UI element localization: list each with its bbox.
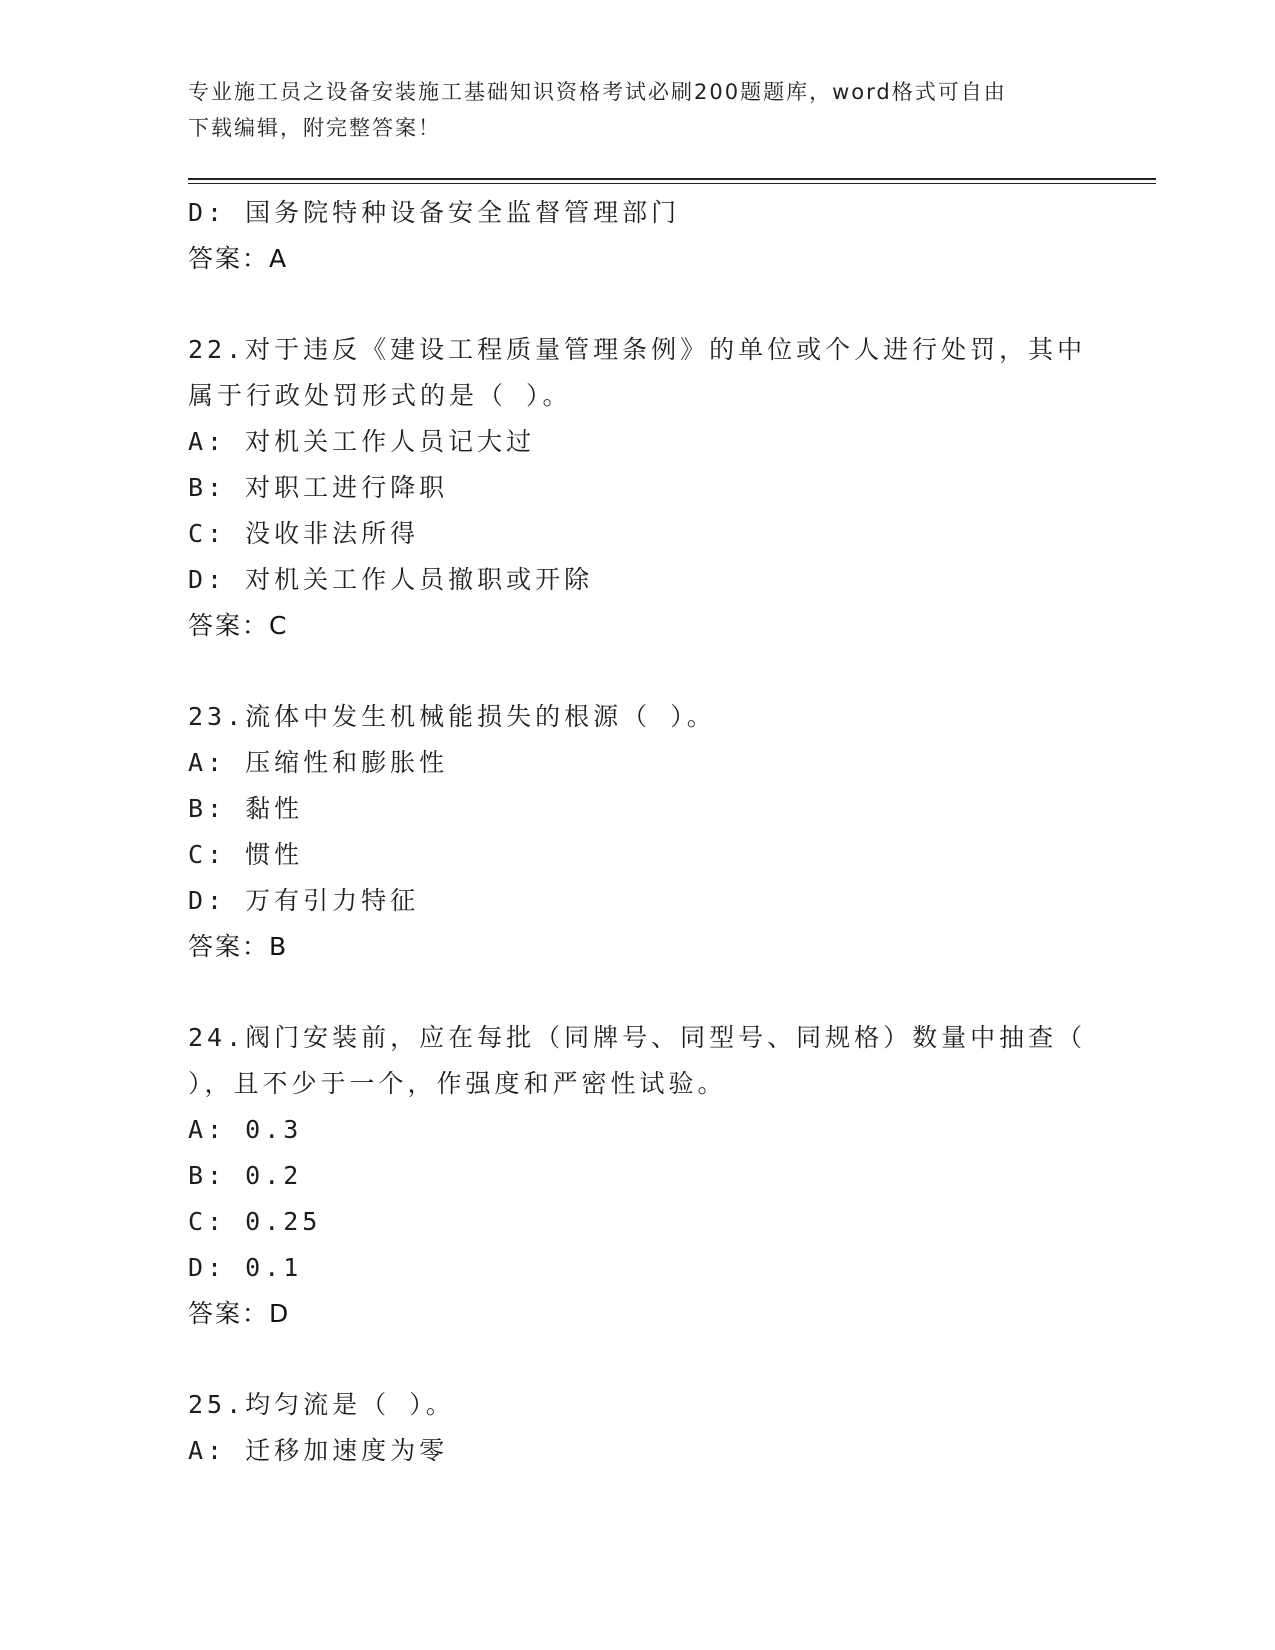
header-divider-thick: [188, 178, 1156, 180]
question-block-22: [188, 327, 1088, 649]
option-c: C: 惯性: [188, 840, 304, 869]
option-c: C: 没收非法所得: [188, 519, 420, 548]
header-title-line-1: 专业施工员之设备安装施工基础知识资格考试必刷200题题库，word格式可自由: [188, 80, 1007, 104]
question-stem-continued: ），且不少于一个，作强度和严密性试验。: [188, 1069, 727, 1098]
question-block-23: [188, 694, 1088, 970]
option-d: D: 0.1: [188, 1253, 303, 1282]
option-a: A: 迁移加速度为零: [188, 1436, 449, 1465]
option-d: D: 国务院特种设备安全监督管理部门: [188, 198, 681, 227]
option-d: D: 万有引力特征: [188, 886, 420, 915]
answer-line: 答案：B: [188, 932, 289, 961]
header-title-line-2: 下载编辑，附完整答案！: [188, 116, 441, 140]
answer-line: 答案：C: [188, 611, 289, 640]
question-stem: 23.流体中发生机械能损失的根源（ ）。: [188, 702, 716, 731]
header-divider-thin: [188, 183, 1156, 184]
question-stem: 22.对于违反《建设工程质量管理条例》的单位或个人进行处罚，其中: [188, 335, 1087, 364]
document-header: [188, 74, 1068, 146]
option-a: A: 压缩性和膨胀性: [188, 748, 449, 777]
question-list: [188, 190, 1088, 1474]
option-c: C: 0.25: [188, 1207, 322, 1236]
option-b: B: 对职工进行降职: [188, 473, 449, 502]
question-block-24: [188, 1015, 1088, 1337]
question-stem: 24.阀门安装前，应在每批（同牌号、同型号、同规格）数量中抽查（: [188, 1023, 1087, 1052]
question-block-21-tail: [188, 190, 1088, 282]
option-b: B: 黏性: [188, 794, 304, 823]
question-stem: 25.均匀流是（ ）。: [188, 1390, 455, 1419]
option-a: A: 0.3: [188, 1115, 303, 1144]
answer-line: 答案：D: [188, 1299, 291, 1328]
option-d: D: 对机关工作人员撤职或开除: [188, 565, 594, 594]
option-a: A: 对机关工作人员记大过: [188, 427, 536, 456]
option-b: B: 0.2: [188, 1161, 303, 1190]
answer-line: 答案：A: [188, 244, 289, 273]
question-block-25: [188, 1382, 1088, 1474]
question-stem-continued: 属于行政处罚形式的是（ ）。: [188, 381, 572, 410]
